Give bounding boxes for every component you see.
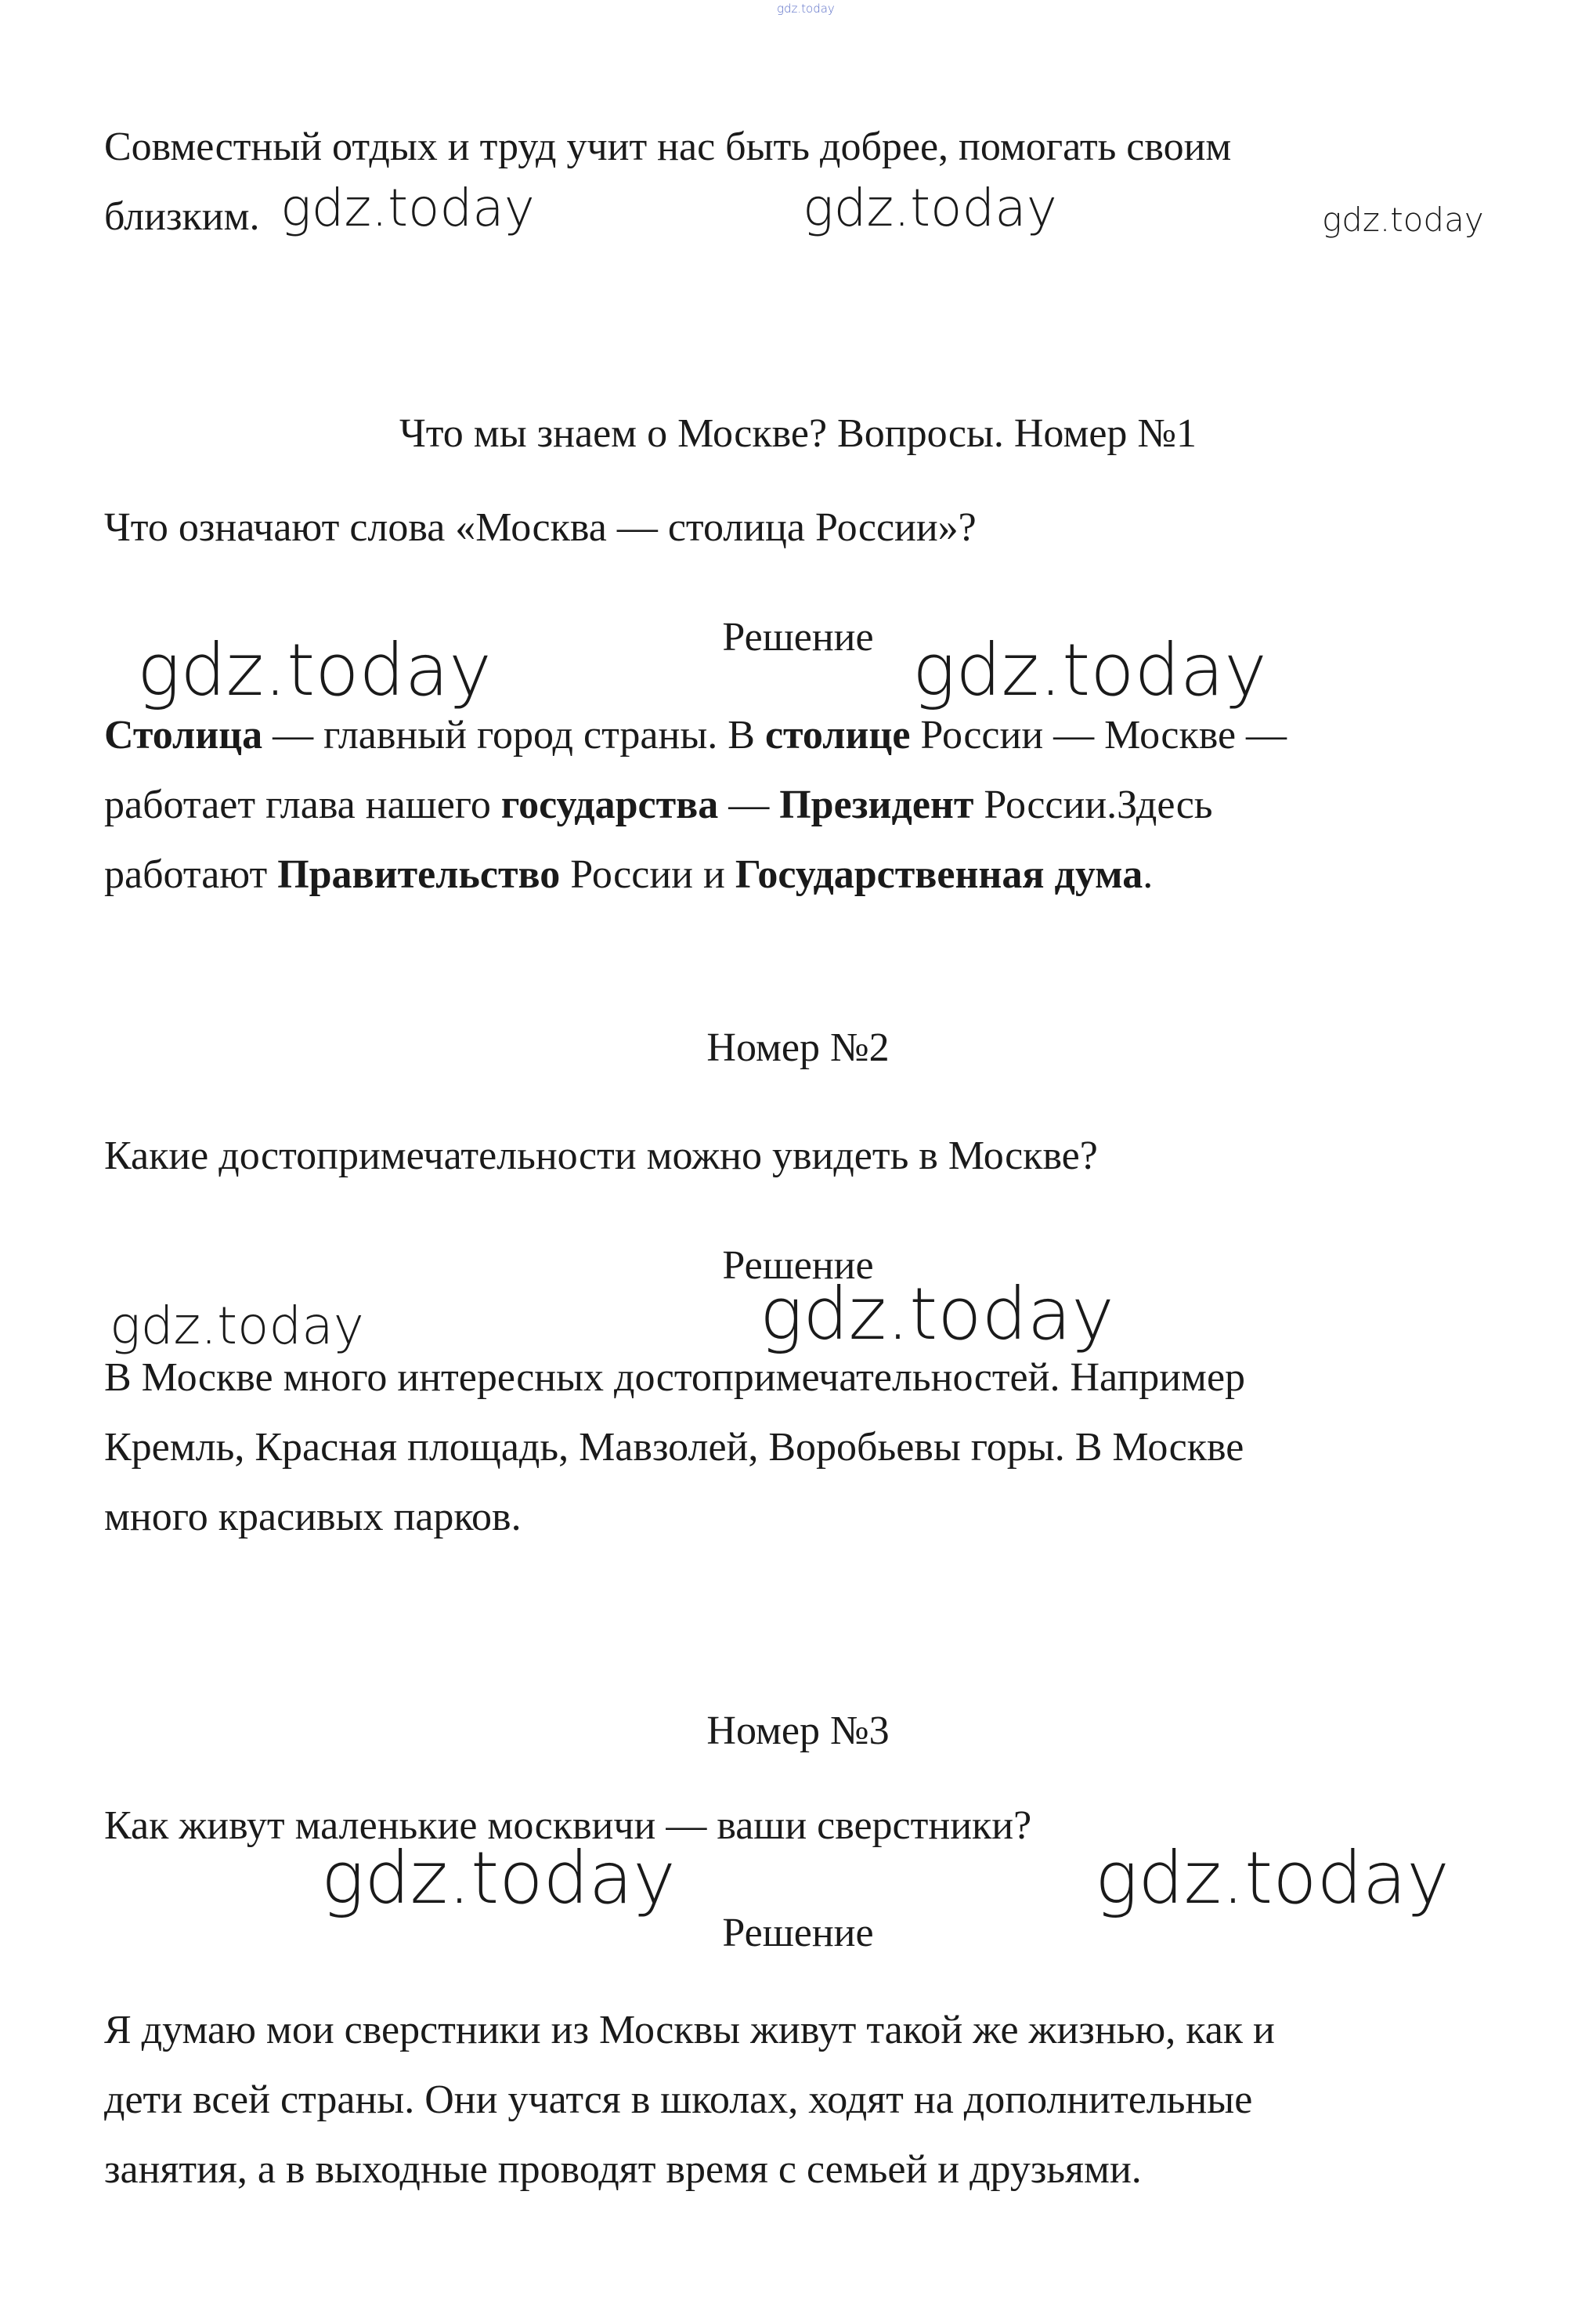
term-stolitsa: Столица — [104, 713, 263, 758]
watermark: gdz.today — [1095, 1836, 1450, 1920]
watermark: gdz.today — [760, 1272, 1114, 1356]
term-gosduma: Государственная дума — [735, 852, 1143, 897]
section-1-title: Что мы знаем о Москве? Вопросы. Номер №1 — [399, 411, 1197, 456]
section-1-answer-line-1: Столица — главный город страны. В столице России — Москве — — [104, 713, 1287, 758]
section-3-answer-line-3: занятия, а в выходные проводят время с семьей и друзьями. — [104, 2147, 1142, 2192]
section-3-answer-line-1: Я думаю мои сверстники из Москвы живут такой же жизнью, как и — [104, 2008, 1275, 2052]
watermark-top: gdz.today — [777, 2, 835, 16]
section-1-question: Что означают слова «Москва — столица России»? — [104, 505, 977, 550]
watermark: gdz.today — [912, 628, 1267, 712]
section-1-solution-label: Решение — [722, 615, 874, 660]
term-prezident: Президент — [779, 783, 974, 827]
term-gosudarstva: государства — [500, 783, 719, 827]
section-2-answer-line-1: В Москве много интересных достопримечательностей. Например — [104, 1355, 1246, 1400]
watermark: gdz.today — [1322, 201, 1484, 239]
section-2-answer-line-2: Кремль, Красная площадь, Мавзолей, Воробьевы горы. В Москве — [104, 1425, 1244, 1470]
term-pravitelstvo: Правительство — [277, 852, 561, 897]
section-3-title: Номер №3 — [706, 1709, 890, 1753]
term-stolitse: столице — [764, 713, 911, 758]
section-1-answer-line-2: работает глава нашего государства — Президент России.Здесь — [104, 783, 1213, 827]
section-1-answer-line-3: работают Правительство России и Государственная дума. — [104, 852, 1154, 897]
watermark: gdz.today — [110, 1296, 364, 1356]
watermark: gdz.today — [280, 178, 535, 238]
section-3-answer-line-2: дети всей страны. Они учатся в школах, ходят на дополнительные — [104, 2077, 1253, 2122]
watermark: gdz.today — [321, 1836, 676, 1920]
intro-line-1: Совместный отдых и труд учит нас быть добрее, помогать своим — [104, 125, 1232, 169]
section-3-solution-label: Решение — [722, 1911, 874, 1955]
watermark: gdz.today — [137, 628, 492, 712]
intro-line-2: близким. — [104, 194, 260, 239]
section-2-solution-label: Решение — [722, 1243, 874, 1288]
section-2-title: Номер №2 — [706, 1025, 890, 1070]
section-2-answer-line-3: много красивых парков. — [104, 1495, 522, 1539]
section-3-question: Как живут маленькие москвичи — ваши сверстники? — [104, 1803, 1032, 1848]
watermark: gdz.today — [803, 178, 1057, 238]
section-2-question: Какие достопримечательности можно увидеть в Москве? — [104, 1134, 1098, 1178]
